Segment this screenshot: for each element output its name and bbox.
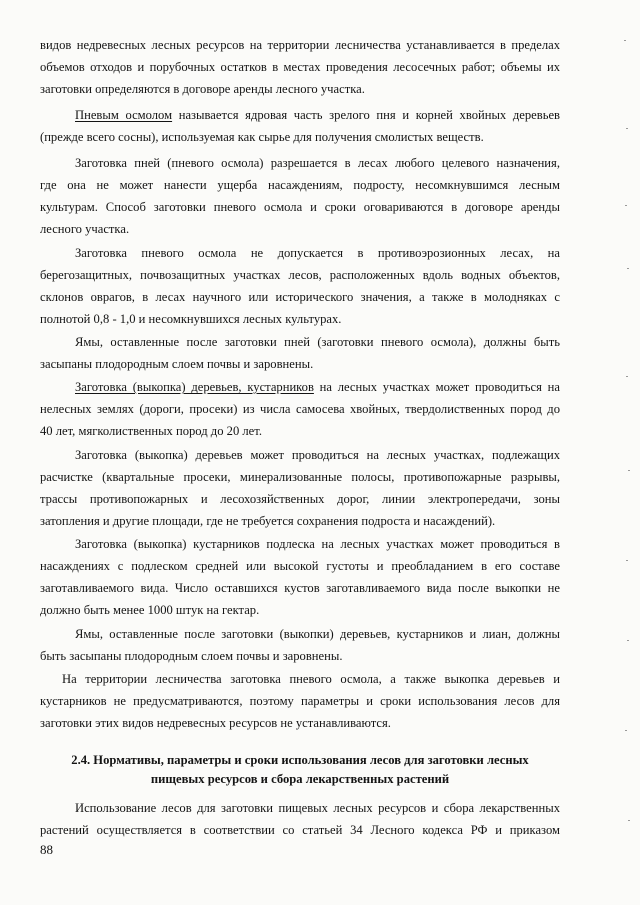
paragraph-line: Заготовка (выкопка) кустарников подлеска на лесных участках может проводиться в [75,537,560,551]
scan-mark [627,640,629,641]
scan-mark [627,268,629,269]
section-heading: пищевых ресурсов и сбора лекарственных растений [150,772,450,786]
scan-mark [625,205,627,206]
scan-mark [626,128,628,129]
defined-term: Заготовка (выкопка) деревьев, кустарников [75,380,314,394]
paragraph-line: Заготовка пневого осмола не допускается в противоэрозионных лесах, на [75,246,560,260]
paragraph-line: трассы противопожарных и лесохозяйственных дорог, линии электропередачи, зоны [40,492,560,506]
paragraph-text: на лесных участках может проводиться на [313,380,560,394]
paragraph-line: Ямы, оставленные после заготовки (выкопки) деревьев, кустарников и лиан, должны [75,627,560,641]
defined-term: Пневым осмолом [75,108,173,122]
paragraph-line: полнотой 0,8 - 1,0 и несомкнувшихся лесных культурах. [40,312,342,326]
paragraph-line: быть засыпаны плодородным слоем почвы и заровнены. [40,649,343,663]
paragraph-line: должно быть менее 1000 штук на гектар. [40,603,260,617]
scan-mark [625,730,627,731]
paragraph-line: кустарников не предусматриваются, поэтому параметры и сроки использования лесов для [40,694,560,708]
scan-mark [628,470,630,471]
paragraph-line: заготовки определяются в договоре аренды лесного участка. [40,82,365,96]
scan-mark [626,560,628,561]
page-number: 88 [40,842,53,857]
paragraph-line: затопления и другие площади, где не требуется сохранения подроста и насаждений). [40,514,496,528]
paragraph-line: объемов отходов и порубочных остатков в местах проведения лесосечных работ; объемы их [40,60,560,74]
paragraph-line: берегозащитных, почвозащитных участках лесов, расположенных вдоль водных объектов, [40,268,560,282]
paragraph-line: На территории лесничества заготовка пневого осмола, а также выкопка деревьев и [62,672,560,686]
paragraph-line: заготовки этих видов недревесных ресурсов не устанавливаются. [40,716,391,730]
paragraph-line: 40 лет, мягколиственных пород до 20 лет. [40,424,262,438]
paragraph-line: нелесных землях (дороги, просеки) из числа самосева хвойных, твердолиственных пород до [40,402,560,416]
paragraph-line: склонов оврагов, в лесах научного или исторического значения, а также в молодняках с [40,290,560,304]
scan-mark [628,820,630,821]
paragraph-line: засыпаны плодородным слоем почвы и заровнены. [40,357,314,371]
paragraph-line: где она не может нанести ущерба насаждениям, подросту, несомкнувшимся лесным [40,178,560,192]
scan-mark [626,376,628,377]
paragraph-line: Ямы, оставленные после заготовки пней (заготовки пневого осмола), должны быть [75,335,560,349]
paragraph-line: Заготовка пней (пневого осмола) разрешается в лесах любого целевого назначения, [75,156,560,170]
paragraph-line: Использование лесов для заготовки пищевых лесных ресурсов и сбора лекарственных [75,801,560,815]
paragraph-line: лесного участка. [40,222,130,236]
section-heading: 2.4. Нормативы, параметры и сроки использования лесов для заготовки лесных [71,753,529,767]
paragraph-line: насаждениях с подлеском средней или высокой густоты и преобладанием в его составе [40,559,560,573]
paragraph-line [75,107,560,123]
paragraph-line: (прежде всего сосны), используемая как сырье для получения смолистых веществ. [40,130,484,144]
paragraph-line: видов недревесных лесных ресурсов на территории лесничества устанавливается в пределах [40,38,560,52]
paragraph-line: расчистке (квартальные просеки, минерализованные полосы, противопожарные разрывы, [40,470,560,484]
paragraph-line [75,379,560,395]
paragraph-text: называется ядровая часть зрелого пня и корней хвойных деревьев [172,108,560,122]
paragraph-line: Заготовка (выкопка) деревьев может проводиться на лесных участках, подлежащих [75,448,560,462]
scan-mark [624,40,626,41]
paragraph-line: культурам. Способ заготовки пневого осмола и сроки оговариваются в договоре аренды [40,200,560,214]
paragraph-line: растений осуществляется в соответствии со статьей 34 Лесного кодекса РФ и приказом [40,823,560,837]
paragraph-line: заготавливаемого вида. Число оставшихся кустов заготавливаемого вида после выкопки не [40,581,560,595]
